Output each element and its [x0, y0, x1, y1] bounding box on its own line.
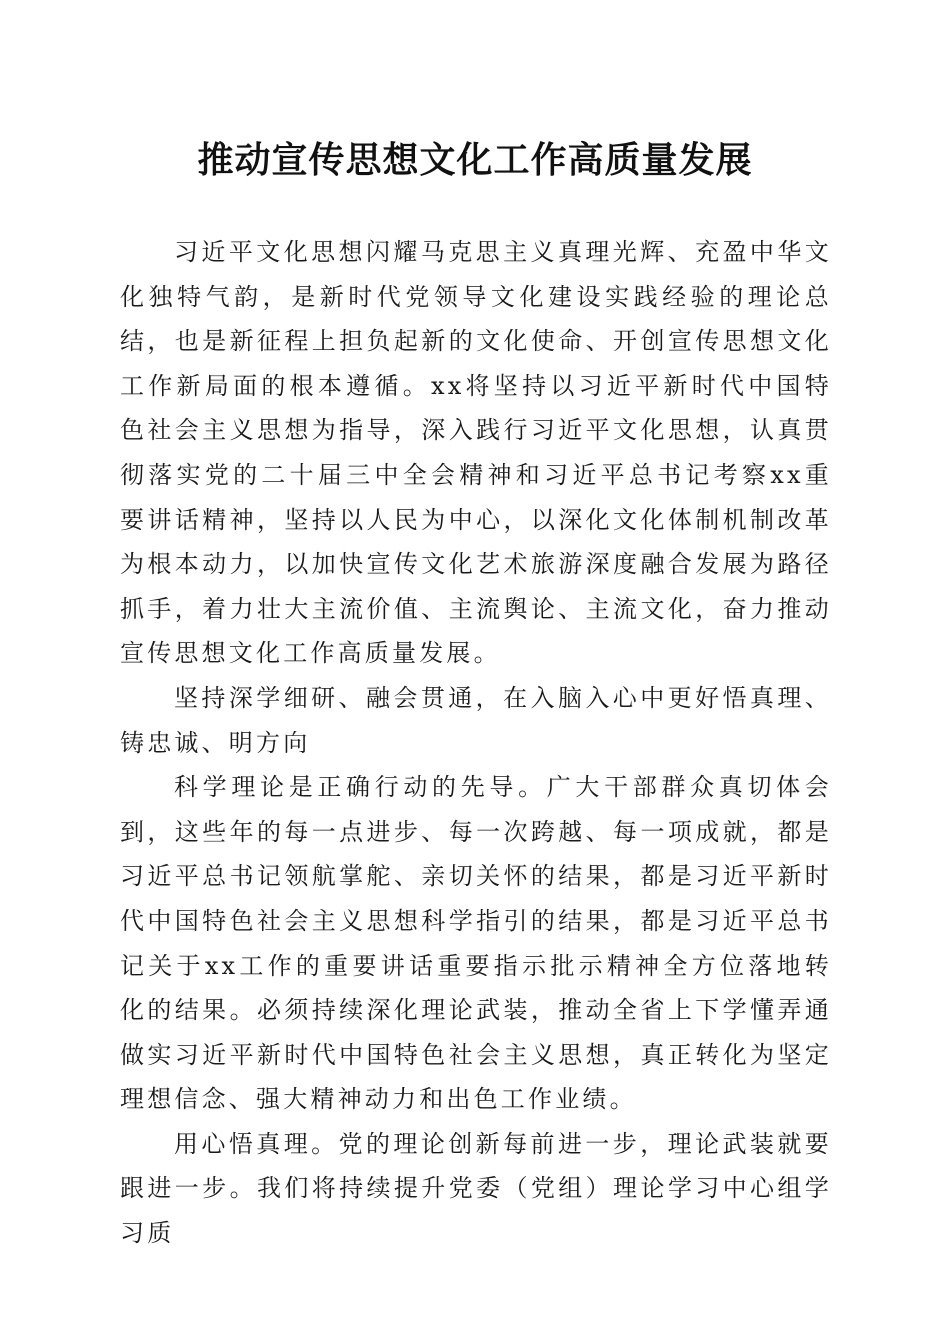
paragraph-section-heading: 坚持深学细研、融会贯通，在入脑入心中更好悟真理、铸忠诚、明方向	[120, 683, 832, 757]
paragraph-intro: 习近平文化思想闪耀马克思主义真理光辉、充盈中华文化独特气韵，是新时代党领导文化建设实践经验的理论总结，也是新征程上担负起新的文化使命、开创宣传思想文化工作新局面的根本遵循。xx将坚持以习近平新时代中国特色社会主义思想为指导，深入践行习近平文化思想，认真贯彻落实党的二十届三中全会精神和习近平总书记考察xx重要讲话精神，坚持以人民为中心，以深化文化体制机制改革为根本动力，以加快宣传文化艺术旅游深度融合发展为路径抓手，着力壮大主流价值、主流舆论、主流文化，奋力推动宣传思想文化工作高质量发展。	[120, 238, 832, 668]
document-body	[120, 230, 832, 1256]
paragraph-theory: 科学理论是正确行动的先导。广大干部群众真切体会到，这些年的每一点进步、每一次跨越、每一项成就，都是习近平总书记领航掌舵、亲切关怀的结果，都是习近平新时代中国特色社会主义思想科学指引的结果，都是习近平总书记关于xx工作的重要讲话重要指示批示精神全方位落地转化的结果。必须持续深化理论武装，推动全省上下学懂弄通做实习近平新时代中国特色社会主义思想，真正转化为坚定理想信念、强大精神动力和出色工作业绩。	[120, 773, 832, 1114]
document-title: 推动宣传思想文化工作高质量发展	[197, 139, 753, 181]
paragraph-truth: 用心悟真理。党的理论创新每前进一步，理论武装就要跟进一步。我们将持续提升党委（党组）理论学习中心组学习质	[120, 1129, 832, 1248]
